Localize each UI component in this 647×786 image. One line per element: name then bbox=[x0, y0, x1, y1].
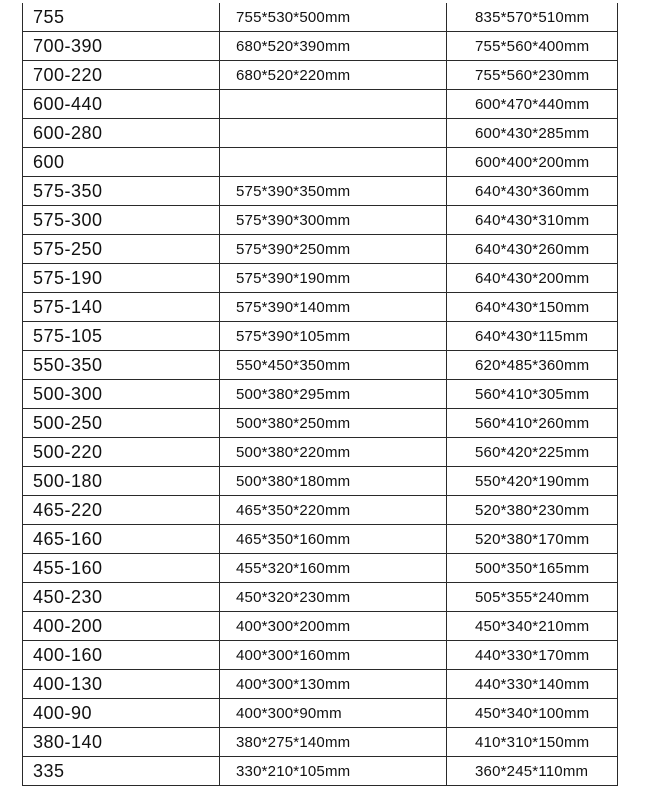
table-row bbox=[23, 293, 618, 322]
size-b-cell: 640*430*200mm bbox=[447, 264, 618, 293]
size-a-cell bbox=[220, 119, 447, 148]
table-row bbox=[23, 554, 618, 583]
size-b-cell: 600*470*440mm bbox=[447, 90, 618, 119]
size-b-cell: 755*560*230mm bbox=[447, 61, 618, 90]
size-a-cell: 680*520*390mm bbox=[220, 32, 447, 61]
size-a-cell: 400*300*160mm bbox=[220, 641, 447, 670]
size-table-body bbox=[23, 3, 618, 786]
size-a-cell: 575*390*300mm bbox=[220, 206, 447, 235]
size-a-cell: 400*300*200mm bbox=[220, 612, 447, 641]
size-b-cell: 640*430*310mm bbox=[447, 206, 618, 235]
model-cell: 575-350 bbox=[23, 177, 220, 206]
size-a-cell: 755*530*500mm bbox=[220, 3, 447, 32]
table-row bbox=[23, 409, 618, 438]
model-cell: 465-220 bbox=[23, 496, 220, 525]
model-cell: 575-250 bbox=[23, 235, 220, 264]
table-row bbox=[23, 380, 618, 409]
table-row bbox=[23, 467, 618, 496]
size-a-cell: 575*390*250mm bbox=[220, 235, 447, 264]
size-b-cell: 560*420*225mm bbox=[447, 438, 618, 467]
size-b-cell: 360*245*110mm bbox=[447, 757, 618, 786]
size-a-cell: 500*380*295mm bbox=[220, 380, 447, 409]
table-row bbox=[23, 670, 618, 699]
table-row bbox=[23, 322, 618, 351]
model-cell: 575-300 bbox=[23, 206, 220, 235]
size-b-cell: 640*430*115mm bbox=[447, 322, 618, 351]
model-cell: 500-250 bbox=[23, 409, 220, 438]
model-cell: 380-140 bbox=[23, 728, 220, 757]
size-a-cell: 575*390*105mm bbox=[220, 322, 447, 351]
size-a-cell: 400*300*90mm bbox=[220, 699, 447, 728]
table-row bbox=[23, 148, 618, 177]
model-cell: 755 bbox=[23, 3, 220, 32]
model-cell: 575-140 bbox=[23, 293, 220, 322]
model-cell: 335 bbox=[23, 757, 220, 786]
model-cell: 575-190 bbox=[23, 264, 220, 293]
size-b-cell: 600*430*285mm bbox=[447, 119, 618, 148]
size-b-cell: 450*340*210mm bbox=[447, 612, 618, 641]
model-cell: 700-220 bbox=[23, 61, 220, 90]
size-a-cell: 575*390*350mm bbox=[220, 177, 447, 206]
size-a-cell: 500*380*180mm bbox=[220, 467, 447, 496]
model-cell: 575-105 bbox=[23, 322, 220, 351]
table-row bbox=[23, 438, 618, 467]
size-a-cell: 330*210*105mm bbox=[220, 757, 447, 786]
model-cell: 400-200 bbox=[23, 612, 220, 641]
table-row bbox=[23, 177, 618, 206]
model-cell: 500-220 bbox=[23, 438, 220, 467]
size-a-cell bbox=[220, 148, 447, 177]
table-row bbox=[23, 119, 618, 148]
size-b-cell: 410*310*150mm bbox=[447, 728, 618, 757]
model-cell: 400-130 bbox=[23, 670, 220, 699]
size-a-cell: 455*320*160mm bbox=[220, 554, 447, 583]
size-a-cell: 465*350*160mm bbox=[220, 525, 447, 554]
size-a-cell: 500*380*220mm bbox=[220, 438, 447, 467]
size-b-cell: 835*570*510mm bbox=[447, 3, 618, 32]
table-row bbox=[23, 3, 618, 32]
model-cell: 700-390 bbox=[23, 32, 220, 61]
table-row bbox=[23, 641, 618, 670]
size-a-cell: 450*320*230mm bbox=[220, 583, 447, 612]
size-a-cell: 550*450*350mm bbox=[220, 351, 447, 380]
size-b-cell: 560*410*305mm bbox=[447, 380, 618, 409]
table-row bbox=[23, 525, 618, 554]
model-cell: 400-90 bbox=[23, 699, 220, 728]
size-b-cell: 505*355*240mm bbox=[447, 583, 618, 612]
size-b-cell: 450*340*100mm bbox=[447, 699, 618, 728]
table-row bbox=[23, 32, 618, 61]
size-a-cell bbox=[220, 90, 447, 119]
size-b-cell: 640*430*360mm bbox=[447, 177, 618, 206]
model-cell: 465-160 bbox=[23, 525, 220, 554]
size-b-cell: 620*485*360mm bbox=[447, 351, 618, 380]
size-b-cell: 755*560*400mm bbox=[447, 32, 618, 61]
table-row bbox=[23, 496, 618, 525]
table-row bbox=[23, 90, 618, 119]
model-cell: 400-160 bbox=[23, 641, 220, 670]
size-table-container bbox=[22, 3, 618, 786]
model-cell: 550-350 bbox=[23, 351, 220, 380]
model-cell: 450-230 bbox=[23, 583, 220, 612]
model-cell: 500-300 bbox=[23, 380, 220, 409]
table-row bbox=[23, 351, 618, 380]
size-b-cell: 500*350*165mm bbox=[447, 554, 618, 583]
table-row bbox=[23, 264, 618, 293]
size-b-cell: 600*400*200mm bbox=[447, 148, 618, 177]
size-a-cell: 680*520*220mm bbox=[220, 61, 447, 90]
size-a-cell: 400*300*130mm bbox=[220, 670, 447, 699]
table-row bbox=[23, 757, 618, 786]
model-cell: 600-280 bbox=[23, 119, 220, 148]
size-b-cell: 640*430*260mm bbox=[447, 235, 618, 264]
table-row bbox=[23, 206, 618, 235]
table-row bbox=[23, 699, 618, 728]
model-cell: 600 bbox=[23, 148, 220, 177]
size-b-cell: 640*430*150mm bbox=[447, 293, 618, 322]
table-row bbox=[23, 235, 618, 264]
model-cell: 600-440 bbox=[23, 90, 220, 119]
table-row bbox=[23, 61, 618, 90]
size-a-cell: 465*350*220mm bbox=[220, 496, 447, 525]
size-a-cell: 380*275*140mm bbox=[220, 728, 447, 757]
size-b-cell: 520*380*230mm bbox=[447, 496, 618, 525]
size-b-cell: 550*420*190mm bbox=[447, 467, 618, 496]
model-cell: 500-180 bbox=[23, 467, 220, 496]
size-b-cell: 440*330*170mm bbox=[447, 641, 618, 670]
table-row bbox=[23, 583, 618, 612]
model-cell: 455-160 bbox=[23, 554, 220, 583]
size-a-cell: 575*390*190mm bbox=[220, 264, 447, 293]
size-a-cell: 575*390*140mm bbox=[220, 293, 447, 322]
size-b-cell: 520*380*170mm bbox=[447, 525, 618, 554]
table-row bbox=[23, 612, 618, 641]
table-row bbox=[23, 728, 618, 757]
size-b-cell: 440*330*140mm bbox=[447, 670, 618, 699]
size-table bbox=[22, 3, 618, 786]
size-a-cell: 500*380*250mm bbox=[220, 409, 447, 438]
size-b-cell: 560*410*260mm bbox=[447, 409, 618, 438]
